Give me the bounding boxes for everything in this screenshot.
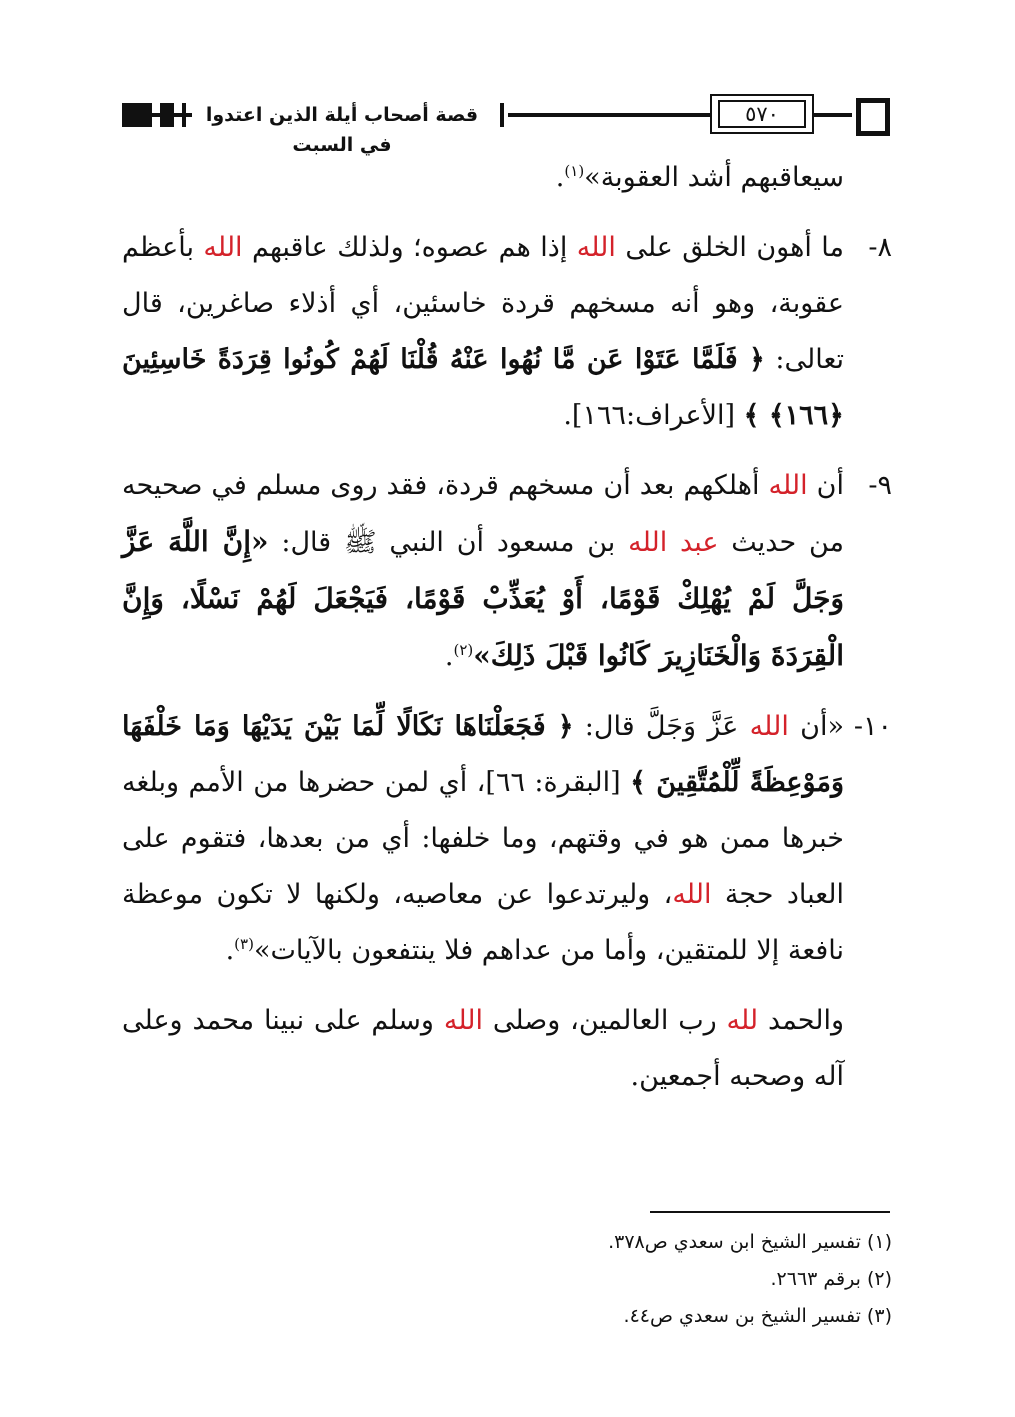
- allah-highlight: الله: [443, 1005, 483, 1036]
- page-header: [122, 92, 892, 156]
- list-item-8: ٨- ما أهون الخلق على الله إذا هم عصوه؛ ولذلك عاقبهم الله بأعظم عقوبة، وهو أنه مسخهم قردة خاسئين، أي أذلاء صاغرين، قال تعالى: ﴿ فَلَمَّا عَتَوْا عَن مَّا نُهُوا عَنْهُ قُلْنَا لَهُمْ كُونُوا قِرَدَةً خَاسِئِينَ ﴿١٦٦﴾ ﴾ [الأعراف:١٦٦].: [122, 220, 892, 444]
- footnotes: [122, 1224, 892, 1335]
- footnote-ref-1: (١): [564, 162, 585, 180]
- footnote-ref-3: (٣): [234, 935, 254, 953]
- footnote-3: (٣) تفسير الشيخ بن سعدي ص٤٤.: [623, 1305, 892, 1327]
- allah-highlight: الله: [749, 711, 789, 742]
- allah-highlight: الله: [672, 879, 712, 910]
- item-number: ٨-: [868, 232, 892, 263]
- item-number: ٩-: [868, 470, 892, 501]
- list-item-10: ١٠- «أن الله عَزَّ وَجَلَّ قال: ﴿ فَجَعَلْنَاهَا نَكَالًا لِّمَا بَيْنَ يَدَيْهَا وَمَا خَلْفَهَا وَمَوْعِظَةً لِّلْمُتَّقِينَ ﴾ [البقرة: ٦٦]، أي لمن حضرها من الأمم وبلغه خبرها ممن هو في وقتهم، وما خلفها: أي من بعدها، فتقوم على العباد حجة الله، وليرتدعوا عن معاصيه، ولكنها لا تكون موعظة نافعة إلا للمتقين، وأما من عداهم فلا ينتفعون بالآيات»$^{(٣)}$.: [122, 699, 892, 979]
- page-number-frame: [710, 94, 814, 134]
- header-rule-right: [814, 113, 852, 117]
- footnote-ref-2: (٢): [453, 641, 474, 659]
- header-ornament-bar: [182, 103, 186, 127]
- footnote-separator: [650, 1211, 890, 1213]
- item-number: ١٠-: [853, 711, 892, 742]
- hadith-text: «إِنَّ اللَّهَ عَزَّ وَجَلَّ لَمْ يُهْلِكْ قَوْمًا، أَوْ يُعَذِّبْ قَوْمًا، فَيَجْعَلَ لَهُمْ نَسْلًا، وَإِنَّ الْقِرَدَةَ وَالْخَنَازِيرَ كَانُوا قَبْلَ ذَلِكَ»: [122, 525, 844, 672]
- abdallah-highlight: عبد الله: [628, 527, 719, 558]
- allah-highlight: الله: [768, 470, 808, 501]
- allah-highlight: الله: [203, 232, 243, 263]
- main-text: [122, 150, 892, 1105]
- header-ornament-block-small: [160, 103, 174, 127]
- allah-highlight: الله: [576, 232, 616, 263]
- footnote-2: (٢) برقم ٢٦٦٣.: [770, 1268, 892, 1290]
- list-item-9: ٩- أن الله أهلكهم بعد أن مسخهم قردة، فقد روى مسلم في صحيحه من حديث عبد الله بن مسعود أن النبي ﷺ قال: «إِنَّ اللَّهَ عَزَّ وَجَلَّ لَمْ يُهْلِكْ قَوْمًا، أَوْ يُعَذِّبْ قَوْمًا، فَيَجْعَلَ لَهُمْ نَسْلًا، وَإِنَّ الْقِرَدَةَ وَالْخَنَازِيرَ كَانُوا قَبْلَ ذَلِكَ»$^{(٢)}$.: [122, 458, 892, 685]
- header-ornament-bar: [500, 103, 504, 127]
- chapter-title: قصة أصحاب أيلة الذين اعتدوا في السبت: [192, 100, 492, 130]
- page-number: ٥٧٠: [745, 102, 779, 126]
- paragraph-continuation: سيعاقبهم أشد العقوبة»$^{(١)}$.: [555, 162, 844, 193]
- quran-verse: ﴿ فَلَمَّا عَتَوْا عَن مَّا نُهُوا عَنْهُ قُلْنَا لَهُمْ كُونُوا قِرَدَةً خَاسِئِينَ ﴿١٦٦﴾ ﴾: [122, 344, 844, 431]
- header-ornament-block: [122, 103, 152, 127]
- allah-highlight: لله: [726, 1005, 759, 1036]
- header-ornament-square: [856, 98, 890, 136]
- footnote-1: (١) تفسير الشيخ ابن سعدي ص٣٧٨.: [608, 1231, 892, 1253]
- closing-paragraph: والحمد لله رب العالمين، وصلى الله وسلم على نبينا محمد وعلى آله وصحبه أجمعين.: [122, 1005, 844, 1092]
- quran-verse: ﴿ فَجَعَلْنَاهَا نَكَالًا لِّمَا بَيْنَ يَدَيْهَا وَمَا خَلْفَهَا وَمَوْعِظَةً لِّلْمُتَّقِينَ ﴾: [122, 711, 844, 798]
